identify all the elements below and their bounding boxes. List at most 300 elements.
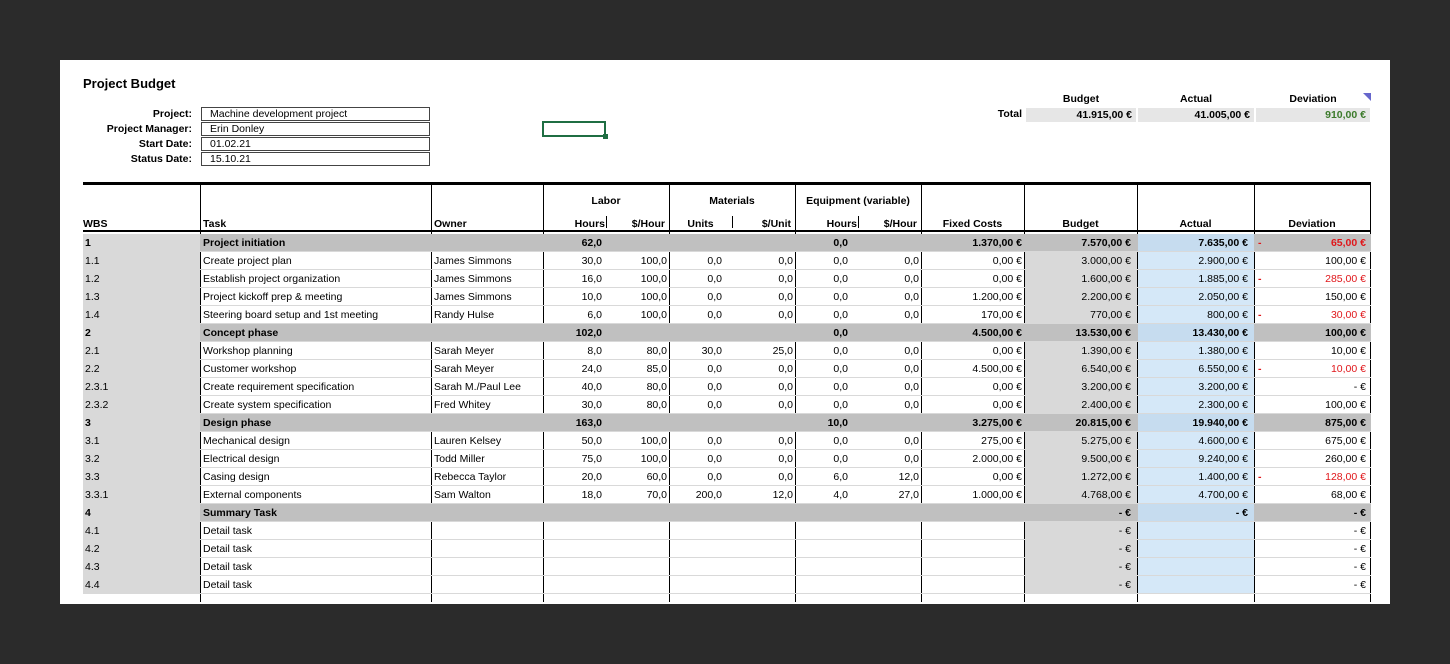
cell-owner[interactable]: James Simmons	[434, 291, 512, 303]
cell-deviation[interactable]: 675,00 €	[1325, 435, 1366, 447]
cell-owner[interactable]: James Simmons	[434, 255, 512, 267]
table-row[interactable]	[83, 432, 1371, 450]
cell-wbs[interactable]: 2.3.1	[83, 378, 200, 395]
cell-owner[interactable]: Lauren Kelsey	[434, 435, 502, 447]
cell-er[interactable]: 0,0	[904, 273, 919, 285]
cell-lr[interactable]	[607, 522, 669, 539]
col-labor-hours[interactable]: Hours	[574, 218, 605, 230]
cell-actual[interactable]: - €	[1138, 504, 1254, 521]
cell-deviation[interactable]: 285,00 €	[1325, 273, 1366, 285]
cell-er[interactable]	[859, 558, 921, 575]
cell-wbs[interactable]: 1	[83, 234, 200, 251]
cell-er[interactable]: 0,0	[904, 399, 919, 411]
cell-budget[interactable]: 1.600,00 €	[1025, 270, 1137, 287]
col-deviation[interactable]: Deviation	[1288, 218, 1336, 230]
cell-lr[interactable]: 100,0	[640, 435, 667, 447]
cell-er[interactable]: 0,0	[904, 345, 919, 357]
cell-task[interactable]: Customer workshop	[203, 363, 297, 375]
cell-owner[interactable]: Sarah Meyer	[434, 345, 495, 357]
cell-deviation[interactable]: - €	[1353, 543, 1366, 555]
cell-eh[interactable]: 0,0	[833, 309, 848, 321]
cell-deviation[interactable]: 65,00 €	[1330, 237, 1366, 249]
cell-lr[interactable]: 70,0	[646, 489, 667, 501]
cell-budget[interactable]: - €	[1025, 558, 1137, 575]
cell-task[interactable]: Detail task	[203, 561, 253, 573]
total-budget[interactable]: 41.915,00 €	[1026, 108, 1136, 122]
cell-lh[interactable]	[544, 558, 606, 575]
cell-lh[interactable]	[544, 576, 606, 593]
cell-wbs[interactable]: 4.1	[83, 522, 200, 539]
cell-wbs[interactable]: 1.4	[83, 306, 200, 323]
cell-owner[interactable]: Randy Hulse	[434, 309, 495, 321]
cell-er[interactable]	[859, 414, 921, 431]
cell-mr[interactable]	[733, 576, 795, 593]
cell-fixed[interactable]	[922, 558, 1024, 575]
cell-eh[interactable]: 10,0	[827, 417, 848, 429]
cell-wbs[interactable]: 3.2	[83, 450, 200, 467]
cell-lr[interactable]	[607, 558, 669, 575]
cell-actual[interactable]	[1138, 576, 1254, 593]
cell-deviation[interactable]: 100,00 €	[1325, 255, 1366, 267]
cell-er[interactable]: 0,0	[904, 363, 919, 375]
cell-fixed[interactable]: 4.500,00 €	[972, 327, 1022, 339]
cell-fixed[interactable]: 0,00 €	[992, 471, 1022, 483]
cell-wbs[interactable]: 3	[83, 414, 200, 431]
cell-er[interactable]: 0,0	[904, 255, 919, 267]
cell-deviation[interactable]: 875,00 €	[1325, 417, 1366, 429]
cell-eh[interactable]: 0,0	[833, 255, 848, 267]
cell-actual[interactable]: 800,00 €	[1138, 306, 1254, 323]
cell-task[interactable]: Casing design	[203, 471, 270, 483]
cell-owner[interactable]	[432, 234, 543, 251]
cell-owner[interactable]: Sarah Meyer	[434, 363, 495, 375]
cell-er[interactable]: 0,0	[904, 381, 919, 393]
cell-er[interactable]: 0,0	[904, 309, 919, 321]
cell-eh[interactable]: 0,0	[833, 237, 848, 249]
status-date-cell[interactable]: 15.10.21	[201, 152, 430, 166]
table-row[interactable]	[83, 378, 1371, 396]
table-row[interactable]	[83, 270, 1371, 288]
cell-task[interactable]: Create requirement specification	[203, 381, 355, 393]
cell-mr[interactable]: 0,0	[778, 435, 793, 447]
cell-mr[interactable]: 0,0	[778, 363, 793, 375]
cell-wbs[interactable]: 1.1	[83, 252, 200, 269]
cell-fixed[interactable]	[922, 504, 1024, 521]
cell-eh[interactable]	[796, 522, 858, 539]
cell-lr[interactable]: 100,0	[640, 291, 667, 303]
cell-lh[interactable]: 163,0	[575, 417, 602, 429]
cell-fixed[interactable]: 0,00 €	[992, 381, 1022, 393]
cell-owner[interactable]	[432, 504, 543, 521]
cell-wbs[interactable]: 3.3.1	[83, 486, 200, 503]
cell-budget[interactable]: 6.540,00 €	[1025, 360, 1137, 377]
cell-lh[interactable]	[544, 504, 606, 521]
cell-lr[interactable]	[607, 234, 669, 251]
cell-actual[interactable]: 2.050,00 €	[1138, 288, 1254, 305]
cell-mu[interactable]	[670, 234, 732, 251]
cell-owner[interactable]	[432, 540, 543, 557]
cell-mu[interactable]: 30,0	[701, 345, 722, 357]
cell-mu[interactable]: 0,0	[707, 363, 722, 375]
cell-er[interactable]	[859, 234, 921, 251]
cell-lr[interactable]: 100,0	[640, 255, 667, 267]
cell-actual[interactable]: 6.550,00 €	[1138, 360, 1254, 377]
total-actual[interactable]: 41.005,00 €	[1138, 108, 1254, 122]
cell-lh[interactable]: 20,0	[581, 471, 602, 483]
cell-fixed[interactable]: 0,00 €	[992, 345, 1022, 357]
cell-lr[interactable]: 85,0	[646, 363, 667, 375]
cell-er[interactable]	[859, 324, 921, 341]
cell-er[interactable]: 0,0	[904, 453, 919, 465]
cell-wbs[interactable]: 4	[83, 504, 200, 521]
cell-eh[interactable]: 4,0	[833, 489, 848, 501]
cell-wbs[interactable]: 4.4	[83, 576, 200, 593]
cell-budget[interactable]: - €	[1025, 540, 1137, 557]
cell-er[interactable]: 0,0	[904, 291, 919, 303]
cell-lr[interactable]: 100,0	[640, 273, 667, 285]
table-row[interactable]	[83, 342, 1371, 360]
table-row[interactable]	[83, 522, 1371, 540]
cell-deviation[interactable]: - €	[1353, 507, 1366, 519]
cell-task[interactable]: Detail task	[203, 525, 253, 537]
col-labor-rate[interactable]: $/Hour	[631, 218, 665, 230]
cell-mr[interactable]: 0,0	[778, 273, 793, 285]
cell-lr[interactable]	[607, 540, 669, 557]
cell-actual[interactable]: 2.300,00 €	[1138, 396, 1254, 413]
cell-budget[interactable]: 3.200,00 €	[1025, 378, 1137, 395]
cell-task[interactable]: Electrical design	[203, 453, 280, 465]
cell-fixed[interactable]	[922, 522, 1024, 539]
cell-lh[interactable]: 18,0	[581, 489, 602, 501]
cell-mu[interactable]: 0,0	[707, 381, 722, 393]
cell-eh[interactable]: 0,0	[833, 453, 848, 465]
cell-eh[interactable]: 0,0	[833, 399, 848, 411]
cell-budget[interactable]: 770,00 €	[1025, 306, 1137, 323]
cell-actual[interactable]: 2.900,00 €	[1138, 252, 1254, 269]
cell-task[interactable]: Detail task	[203, 579, 253, 591]
summary-row[interactable]	[83, 234, 1371, 252]
cell-lr[interactable]: 100,0	[640, 309, 667, 321]
manager-cell[interactable]: Erin Donley	[201, 122, 430, 136]
cell-lh[interactable]: 16,0	[581, 273, 602, 285]
cell-wbs[interactable]: 1.2	[83, 270, 200, 287]
cell-lh[interactable]: 24,0	[581, 363, 602, 375]
cell-eh[interactable]: 0,0	[833, 291, 848, 303]
cell-budget[interactable]: 4.768,00 €	[1025, 486, 1137, 503]
cell-eh[interactable]	[796, 504, 858, 521]
cell-mr[interactable]	[733, 504, 795, 521]
total-deviation[interactable]: 910,00 €	[1256, 108, 1370, 122]
cell-wbs[interactable]: 1.3	[83, 288, 200, 305]
cell-mu[interactable]: 200,0	[695, 489, 722, 501]
cell-actual[interactable]: 3.200,00 €	[1138, 378, 1254, 395]
cell-owner[interactable]: Todd Miller	[434, 453, 485, 465]
cell-fixed[interactable]	[922, 540, 1024, 557]
cell-mu[interactable]	[670, 324, 732, 341]
cell-actual[interactable]: 1.885,00 €	[1138, 270, 1254, 287]
cell-lh[interactable]: 8,0	[587, 345, 602, 357]
cell-actual[interactable]	[1138, 558, 1254, 575]
cell-eh[interactable]	[796, 540, 858, 557]
cell-budget[interactable]: 1.272,00 €	[1025, 468, 1137, 485]
cell-eh[interactable]: 6,0	[833, 471, 848, 483]
cell-deviation[interactable]: 100,00 €	[1325, 399, 1366, 411]
cell-fixed[interactable]: 0,00 €	[992, 399, 1022, 411]
cell-lh[interactable]: 30,0	[581, 255, 602, 267]
summary-row[interactable]	[83, 324, 1371, 342]
col-actual[interactable]: Actual	[1179, 218, 1212, 230]
cell-owner[interactable]: Sam Walton	[434, 489, 491, 501]
cell-er[interactable]: 12,0	[898, 471, 919, 483]
cell-owner[interactable]	[432, 324, 543, 341]
cell-mr[interactable]: 0,0	[778, 471, 793, 483]
cell-eh[interactable]: 0,0	[833, 363, 848, 375]
cell-er[interactable]	[859, 522, 921, 539]
table-row[interactable]	[83, 468, 1371, 486]
cell-deviation[interactable]: 128,00 €	[1325, 471, 1366, 483]
cell-lr[interactable]: 80,0	[646, 381, 667, 393]
cell-lh[interactable]: 40,0	[581, 381, 602, 393]
table-row[interactable]	[83, 306, 1371, 324]
cell-mr[interactable]: 0,0	[778, 381, 793, 393]
cell-actual[interactable]: 4.600,00 €	[1138, 432, 1254, 449]
cell-wbs[interactable]: 2.3.2	[83, 396, 200, 413]
cell-task[interactable]: Create system specification	[203, 399, 332, 411]
cell-er[interactable]: 0,0	[904, 435, 919, 447]
cell-eh[interactable]: 0,0	[833, 327, 848, 339]
cell-actual[interactable]: 13.430,00 €	[1138, 324, 1254, 341]
cell-lr[interactable]: 80,0	[646, 399, 667, 411]
table-row[interactable]	[83, 360, 1371, 378]
cell-er[interactable]: 27,0	[898, 489, 919, 501]
cell-actual[interactable]	[1138, 540, 1254, 557]
cell-mr[interactable]: 0,0	[778, 453, 793, 465]
cell-budget[interactable]: 13.530,00 €	[1025, 324, 1137, 341]
cell-owner[interactable]	[432, 558, 543, 575]
selected-cell[interactable]	[542, 121, 606, 137]
cell-task[interactable]: Design phase	[203, 417, 272, 429]
cell-task[interactable]: Steering board setup and 1st meeting	[203, 309, 379, 321]
cell-fixed[interactable]: 0,00 €	[992, 255, 1022, 267]
cell-task[interactable]: Project kickoff prep & meeting	[203, 291, 343, 303]
table-row[interactable]	[83, 558, 1371, 576]
cell-task[interactable]: Concept phase	[203, 327, 279, 339]
cell-actual[interactable]: 9.240,00 €	[1138, 450, 1254, 467]
cell-task[interactable]: Establish project organization	[203, 273, 341, 285]
cell-task[interactable]: Mechanical design	[203, 435, 290, 447]
cell-deviation[interactable]: - €	[1353, 381, 1366, 393]
cell-mr[interactable]	[733, 558, 795, 575]
cell-deviation[interactable]: 100,00 €	[1325, 327, 1366, 339]
cell-actual[interactable]: 1.400,00 €	[1138, 468, 1254, 485]
cell-deviation[interactable]: 150,00 €	[1325, 291, 1366, 303]
cell-lh[interactable]: 30,0	[581, 399, 602, 411]
cell-lr[interactable]	[607, 414, 669, 431]
summary-row[interactable]	[83, 504, 1371, 522]
cell-mr[interactable]	[733, 540, 795, 557]
comment-indicator-icon[interactable]	[1363, 93, 1371, 101]
cell-fixed[interactable]: 3.275,00 €	[972, 417, 1022, 429]
cell-mr[interactable]: 0,0	[778, 291, 793, 303]
cell-owner[interactable]	[432, 522, 543, 539]
cell-eh[interactable]: 0,0	[833, 435, 848, 447]
cell-owner[interactable]: James Simmons	[434, 273, 512, 285]
col-task[interactable]: Task	[203, 218, 227, 230]
cell-budget[interactable]: 5.275,00 €	[1025, 432, 1137, 449]
cell-fixed[interactable]: 2.000,00 €	[972, 453, 1022, 465]
cell-deviation[interactable]: - €	[1353, 579, 1366, 591]
cell-wbs[interactable]: 3.1	[83, 432, 200, 449]
table-row[interactable]	[83, 252, 1371, 270]
cell-mu[interactable]: 0,0	[707, 471, 722, 483]
cell-eh[interactable]	[796, 558, 858, 575]
cell-mu[interactable]: 0,0	[707, 453, 722, 465]
cell-task[interactable]: Detail task	[203, 543, 253, 555]
cell-budget[interactable]: 7.570,00 €	[1025, 234, 1137, 251]
cell-deviation[interactable]: 10,00 €	[1330, 363, 1366, 375]
cell-budget[interactable]: 2.200,00 €	[1025, 288, 1137, 305]
cell-budget[interactable]: - €	[1025, 522, 1137, 539]
cell-lh[interactable]: 102,0	[575, 327, 602, 339]
cell-mu[interactable]: 0,0	[707, 435, 722, 447]
cell-lh[interactable]: 6,0	[587, 309, 602, 321]
cell-owner[interactable]: Rebecca Taylor	[434, 471, 507, 483]
cell-lh[interactable]: 75,0	[581, 453, 602, 465]
cell-actual[interactable]: 19.940,00 €	[1138, 414, 1254, 431]
cell-budget[interactable]: - €	[1025, 504, 1137, 521]
col-fixed-costs[interactable]: Fixed Costs	[942, 218, 1003, 230]
cell-lh[interactable]: 50,0	[581, 435, 602, 447]
cell-mu[interactable]: 0,0	[707, 399, 722, 411]
cell-deviation[interactable]: 10,00 €	[1330, 345, 1366, 357]
table-row[interactable]	[83, 396, 1371, 414]
col-eq-rate[interactable]: $/Hour	[883, 218, 917, 230]
cell-owner[interactable]	[432, 414, 543, 431]
cell-mu[interactable]	[670, 414, 732, 431]
cell-eh[interactable]	[796, 576, 858, 593]
cell-mu[interactable]: 0,0	[707, 273, 722, 285]
cell-fixed[interactable]: 1.200,00 €	[972, 291, 1022, 303]
cell-lr[interactable]	[607, 324, 669, 341]
cell-budget[interactable]: 3.000,00 €	[1025, 252, 1137, 269]
cell-actual[interactable]: 4.700,00 €	[1138, 486, 1254, 503]
cell-wbs[interactable]: 4.2	[83, 540, 200, 557]
cell-lr[interactable]: 80,0	[646, 345, 667, 357]
cell-mr[interactable]	[733, 522, 795, 539]
cell-mu[interactable]: 0,0	[707, 291, 722, 303]
cell-task[interactable]: Project initiation	[203, 237, 286, 249]
cell-wbs[interactable]: 2.1	[83, 342, 200, 359]
cell-mu[interactable]	[670, 504, 732, 521]
cell-er[interactable]	[859, 504, 921, 521]
cell-task[interactable]: Workshop planning	[203, 345, 293, 357]
cell-mr[interactable]: 12,0	[772, 489, 793, 501]
cell-eh[interactable]: 0,0	[833, 381, 848, 393]
cell-lh[interactable]	[544, 522, 606, 539]
cell-wbs[interactable]: 4.3	[83, 558, 200, 575]
col-mat-units[interactable]: Units	[687, 218, 714, 230]
cell-mu[interactable]	[670, 576, 732, 593]
cell-mu[interactable]	[670, 558, 732, 575]
col-budget[interactable]: Budget	[1062, 218, 1099, 230]
start-date-cell[interactable]: 01.02.21	[201, 137, 430, 151]
table-row[interactable]	[83, 288, 1371, 306]
cell-budget[interactable]: 9.500,00 €	[1025, 450, 1137, 467]
cell-fixed[interactable]: 275,00 €	[981, 435, 1022, 447]
cell-budget[interactable]: - €	[1025, 576, 1137, 593]
cell-wbs[interactable]: 2	[83, 324, 200, 341]
col-eq-hours[interactable]: Hours	[826, 218, 857, 230]
cell-mu[interactable]: 0,0	[707, 255, 722, 267]
cell-mr[interactable]: 25,0	[772, 345, 793, 357]
cell-wbs[interactable]: 2.2	[83, 360, 200, 377]
cell-mr[interactable]	[733, 234, 795, 251]
cell-mr[interactable]: 0,0	[778, 255, 793, 267]
cell-task[interactable]: Create project plan	[203, 255, 292, 267]
cell-fixed[interactable]: 1.370,00 €	[972, 237, 1022, 249]
cell-lr[interactable]: 100,0	[640, 453, 667, 465]
cell-mu[interactable]	[670, 522, 732, 539]
cell-fixed[interactable]: 1.000,00 €	[972, 489, 1022, 501]
cell-mr[interactable]	[733, 324, 795, 341]
fill-handle[interactable]	[603, 134, 608, 139]
cell-wbs[interactable]: 3.3	[83, 468, 200, 485]
cell-eh[interactable]: 0,0	[833, 273, 848, 285]
cell-mu[interactable]	[670, 540, 732, 557]
cell-deviation[interactable]: - €	[1353, 525, 1366, 537]
cell-deviation[interactable]: 68,00 €	[1330, 489, 1366, 501]
cell-mr[interactable]: 0,0	[778, 309, 793, 321]
cell-deviation[interactable]: - €	[1353, 561, 1366, 573]
cell-er[interactable]	[859, 540, 921, 557]
cell-task[interactable]: Summary Task	[203, 507, 277, 519]
cell-budget[interactable]: 1.390,00 €	[1025, 342, 1137, 359]
cell-lr[interactable]	[607, 576, 669, 593]
cell-eh[interactable]: 0,0	[833, 345, 848, 357]
cell-actual[interactable]: 1.380,00 €	[1138, 342, 1254, 359]
cell-actual[interactable]: 7.635,00 €	[1138, 234, 1254, 251]
cell-task[interactable]: External components	[203, 489, 302, 501]
cell-lr[interactable]: 60,0	[646, 471, 667, 483]
cell-fixed[interactable]	[922, 576, 1024, 593]
table-row[interactable]	[83, 450, 1371, 468]
cell-lh[interactable]: 62,0	[581, 237, 602, 249]
cell-owner[interactable]	[432, 576, 543, 593]
cell-fixed[interactable]: 0,00 €	[992, 273, 1022, 285]
table-row[interactable]	[83, 486, 1371, 504]
cell-er[interactable]	[859, 576, 921, 593]
cell-mu[interactable]: 0,0	[707, 309, 722, 321]
cell-deviation[interactable]: 30,00 €	[1330, 309, 1366, 321]
cell-mr[interactable]	[733, 414, 795, 431]
cell-lh[interactable]	[544, 540, 606, 557]
cell-actual[interactable]	[1138, 522, 1254, 539]
cell-fixed[interactable]: 4.500,00 €	[972, 363, 1022, 375]
table-row[interactable]	[83, 540, 1371, 558]
cell-owner[interactable]: Fred Whitey	[434, 399, 491, 411]
table-row[interactable]	[83, 576, 1371, 594]
cell-mr[interactable]: 0,0	[778, 399, 793, 411]
col-wbs[interactable]: WBS	[83, 218, 108, 230]
col-mat-rate[interactable]: $/Unit	[761, 218, 791, 230]
cell-lr[interactable]	[607, 504, 669, 521]
cell-fixed[interactable]: 170,00 €	[981, 309, 1022, 321]
cell-lh[interactable]: 10,0	[581, 291, 602, 303]
project-name-cell[interactable]: Machine development project	[201, 107, 430, 121]
col-owner[interactable]: Owner	[434, 218, 467, 230]
cell-budget[interactable]: 2.400,00 €	[1025, 396, 1137, 413]
cell-deviation[interactable]: 260,00 €	[1325, 453, 1366, 465]
